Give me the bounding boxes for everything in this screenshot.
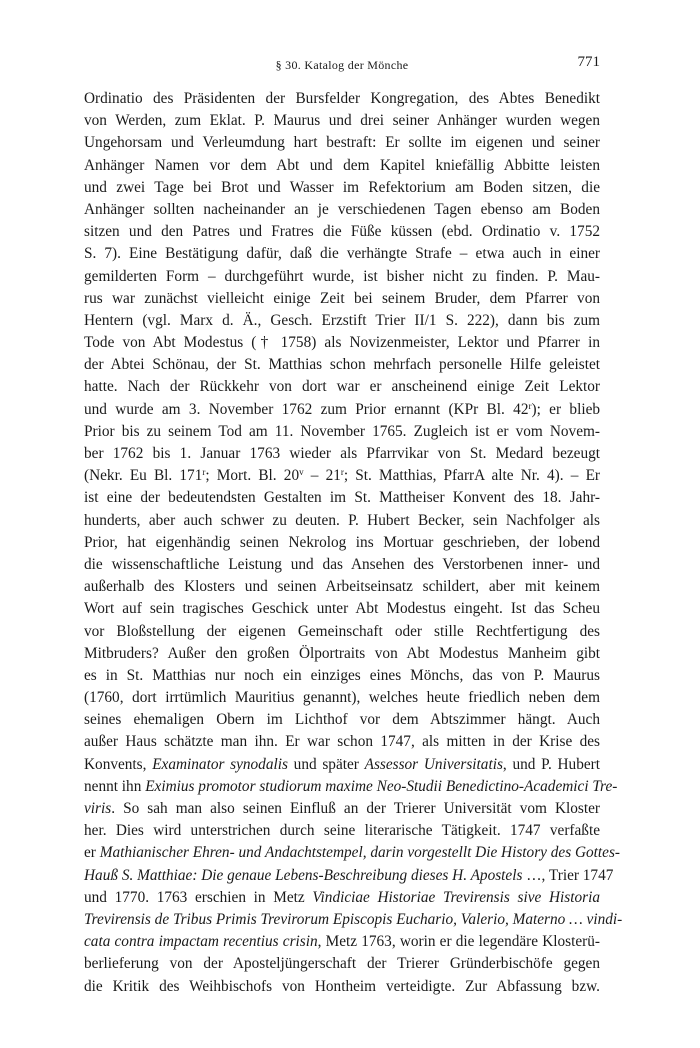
italic-title: Vindiciae Historiae Trevirensis sive Historia xyxy=(312,888,600,906)
text-line xyxy=(84,865,614,887)
text-run: die wissenschaftliche Leistung und das Ansehen des Verstorbenen inner- und xyxy=(84,555,600,573)
text-line xyxy=(84,399,600,421)
text-run: die Kritik des Weihbischofs von Hontheim verteidigte. Zur Abfassung bzw. xyxy=(84,977,600,995)
text-line xyxy=(84,266,600,288)
text-line xyxy=(84,177,600,199)
text-line xyxy=(84,754,600,776)
text-line xyxy=(84,576,600,598)
italic-title: Trevirensis de Tribus Primis Trevirorum Episcopis Euchario, Valerio, Materno … vindi- xyxy=(84,910,623,928)
text-line xyxy=(84,532,600,554)
text-line xyxy=(84,88,600,110)
text-line xyxy=(84,820,600,842)
text-run: Konvents, xyxy=(84,755,153,773)
text-run: berlieferung von der Aposteljüngerschaft der Trierer Gründerbischöfe gegen xyxy=(84,955,600,973)
text-line xyxy=(84,132,600,154)
text-line xyxy=(84,199,600,221)
italic-title: viris xyxy=(84,800,112,817)
text-run: Tode von Abt Modestus († 1758) als Novizenmeister, Lektor und Pfarrer in xyxy=(84,334,600,352)
body-text xyxy=(84,88,623,998)
text-line xyxy=(84,887,600,909)
italic-title: Mathianischer Ehren- und Andachtstempel, darin vorgestellt Die History des Gottes- xyxy=(99,844,621,862)
text-run: (Nekr. Eu Bl. 171 xyxy=(84,467,203,485)
text-run: und 1770. 1763 erschien in Metz xyxy=(84,888,313,906)
text-run: außerhalb des Klosters und seinen Arbeitseinsatz schildert, aber mit keinem xyxy=(84,578,600,596)
text-run: und wurde am 3. November 1762 zum Prior ernannt (KPr Bl. 42 xyxy=(84,400,529,418)
text-line xyxy=(84,776,618,798)
text-run: Ungehorsam und Verleumdung hart bestraft: Er sollte im eigenen und seiner xyxy=(84,134,600,152)
italic-title: Assessor Universitatis xyxy=(364,755,503,773)
text-run: Anhänger sollten nacheinander an je verschiedenen Tagen ebenso am Boden xyxy=(84,200,600,218)
text-line xyxy=(84,687,600,709)
text-run: ; Mort. Bl. 20 xyxy=(205,467,300,485)
text-line xyxy=(84,221,600,243)
text-run: ); er blieb xyxy=(531,400,601,418)
text-line xyxy=(84,376,600,398)
italic-title: cata contra impactam recentius crisin xyxy=(84,933,318,951)
text-line xyxy=(84,976,600,998)
text-run: der Abtei Schönau, der St. Matthias schon mehrfach personelle Hilfe geleistet xyxy=(84,356,600,374)
text-line xyxy=(84,243,600,265)
text-line xyxy=(84,332,600,354)
text-run: außer Haus schätzte man ihn. Er war schon 1747, als mitten in der Krise des xyxy=(84,733,600,751)
text-line xyxy=(84,643,600,665)
text-line xyxy=(84,798,600,820)
text-run: und zwei Tage bei Brot und Wasser im Refektorium am Boden sitzen, die xyxy=(84,178,600,196)
text-run: ist eine der bedeutendsten Gestalten im St. Mattheiser Konvent des 18. Jahr- xyxy=(84,489,600,507)
text-run: her. Dies wird unterstrichen durch seine literarische Tätigkeit. 1747 verfaßte xyxy=(84,822,600,840)
italic-title: Hauß S. Matthiae: Die genaue Lebens-Beschreibung dieses H. Apostels xyxy=(84,866,523,884)
text-run: Anhänger Namen vor dem Abt und dem Kapitel kniefällig Abbitte leisten xyxy=(84,156,600,174)
text-run: Ordinatio des Präsidenten der Bursfelder Kongregation, des Abtes Benedikt xyxy=(84,90,600,107)
folio-superscript: r xyxy=(202,467,206,478)
page-number: 771 xyxy=(577,54,600,70)
text-run: – 21 xyxy=(303,467,341,485)
italic-title: Examinator synodalis xyxy=(152,755,288,773)
text-run: seines ehemaligen Obern im Lichthof vor dem Abtszimmer hängt. Auch xyxy=(84,711,600,729)
folio-superscript: v xyxy=(299,467,304,478)
text-run: S. 7). Eine Bestätigung dafür, daß die verhängte Strafe – etwa auch in einer xyxy=(84,245,600,263)
text-line xyxy=(84,953,600,975)
text-run: und später xyxy=(287,755,365,773)
text-line xyxy=(84,443,600,465)
italic-title: Eximius promotor studiorum maxime Neo-Studii Benedictino-Academici Tre- xyxy=(145,777,618,795)
text-run: Hentern (vgl. Marx d. Ä., Gesch. Erzstift Trier II/1 S. 222), dann bis zum xyxy=(84,311,600,329)
text-run: er xyxy=(84,844,100,862)
text-run: …, Trier 1747 xyxy=(522,866,614,884)
text-run: nennt ihn xyxy=(84,777,146,795)
text-line xyxy=(84,731,600,753)
text-line xyxy=(84,110,600,132)
text-run: Mitbruders? Außer den großen Ölportraits von Abt Modestus Manheim gibt xyxy=(84,644,600,662)
text-run: von Werden, zum Eklat. P. Maurus und drei seiner Anhänger wurden wegen xyxy=(84,112,600,130)
text-run: rus war zunächst vielleicht einige Zeit bei seinem Bruder, dem Pfarrer von xyxy=(84,289,600,307)
text-line xyxy=(84,621,600,643)
text-line xyxy=(84,931,600,953)
text-line xyxy=(84,598,600,620)
text-line xyxy=(84,487,600,509)
text-line xyxy=(84,842,621,864)
text-line xyxy=(84,465,600,487)
page-header xyxy=(84,54,600,74)
text-line xyxy=(84,288,600,310)
text-run: Wort auf sein tragisches Geschick unter Abt Modestus eingeht. Ist das Scheu xyxy=(84,600,600,618)
text-run: , und P. Hubert xyxy=(502,755,600,773)
running-head: § 30. Katalog der Mönche xyxy=(275,58,409,72)
text-line xyxy=(84,155,600,177)
text-line xyxy=(84,510,600,532)
text-run: ; St. Matthias, PfarrA alte Nr. 4). – Er xyxy=(343,467,601,485)
text-line xyxy=(84,554,600,576)
text-run: Prior bis zu seinem Tod am 11. November 1765. Zugleich ist er vom Novem- xyxy=(84,422,600,440)
text-run: sitzen und den Patres und Fratres die Füße küssen (ebd. Ordinatio v. 1752 xyxy=(84,223,600,241)
folio-superscript: r xyxy=(340,467,344,478)
text-line xyxy=(84,665,600,687)
text-run: es in St. Matthias nur noch ein einziges eines Mönchs, das von P. Maurus xyxy=(84,666,600,684)
text-run: . So sah man also seinen Einfluß an der Trierer Universität vom Kloster xyxy=(111,800,600,817)
text-run: , Metz 1763, worin er die legendäre Klosterü- xyxy=(317,933,600,951)
text-run: vor Bloßstellung der eigenen Gemeinschaft oder stille Rechtfertigung des xyxy=(84,622,600,640)
text-run: ber 1762 bis 1. Januar 1763 wieder als Pfarrvikar von St. Medard bezeugt xyxy=(84,445,600,462)
text-line xyxy=(84,421,600,443)
text-line xyxy=(84,310,600,332)
text-line xyxy=(84,709,600,731)
text-run: (1760, dort irrtümlich Mauritius genannt), welches heute friedlich neben dem xyxy=(84,689,600,707)
text-run: hunderts, aber auch schwer zu deuten. P. Hubert Becker, sein Nachfolger als xyxy=(84,511,600,529)
text-run: Prior, hat eigenhändig seinen Nekrolog ins Mortuar geschrieben, der lobend xyxy=(84,533,600,551)
text-run: hatte. Nach der Rückkehr von dort war er anscheinend einige Zeit Lektor xyxy=(84,378,600,396)
folio-superscript: r xyxy=(528,400,532,411)
text-run: gemilderten Form – durchgeführt wurde, ist bisher nicht zu finden. P. Mau- xyxy=(84,267,600,285)
text-line xyxy=(84,909,623,931)
text-line xyxy=(84,354,600,376)
